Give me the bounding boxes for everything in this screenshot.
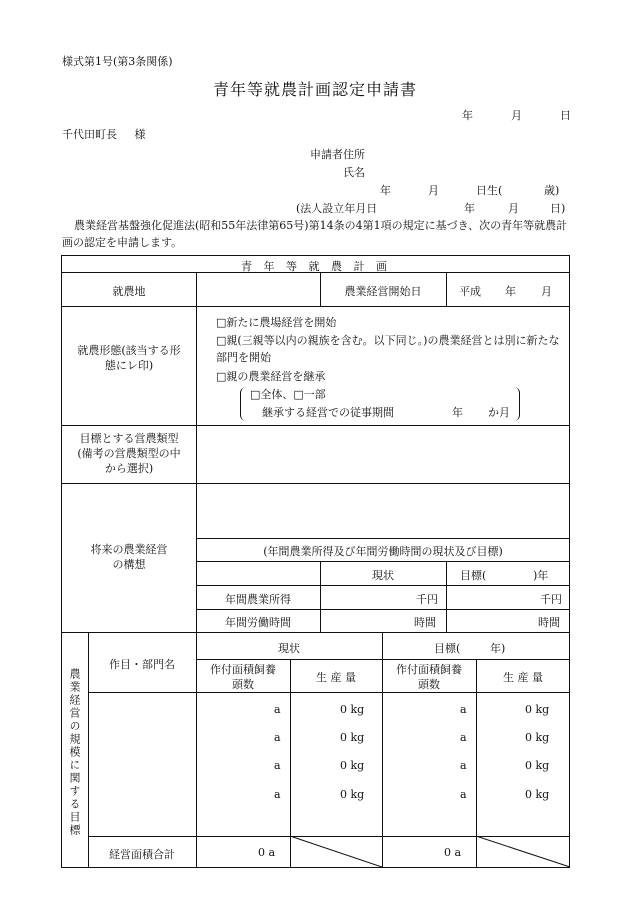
farmland-label: 就農地: [112, 285, 146, 298]
form-option-inherit[interactable]: □親の農業経営を継承: [216, 370, 326, 383]
birth-day: 日生(: [476, 184, 503, 197]
addressee: 千代田町長 様: [62, 128, 146, 141]
row2-area: a: [274, 731, 281, 744]
corp-day: 日): [550, 202, 566, 215]
row2-target-area: a: [460, 731, 467, 744]
row4-area: a: [274, 788, 281, 801]
start-month: 月: [541, 285, 552, 298]
hours-current-unit: 時間: [414, 616, 436, 629]
hours-target-unit: 時間: [538, 616, 560, 629]
row1-prod: 0 kg: [340, 703, 365, 716]
corp-month: 月: [508, 202, 519, 215]
farming-form-label: 就農形態(該当する形態にレ印): [77, 344, 181, 372]
row3-target-prod: 0 kg: [525, 759, 550, 772]
corp-year: 年: [464, 202, 475, 215]
row4-target-prod: 0 kg: [525, 788, 550, 801]
row3-area: a: [274, 759, 281, 772]
inherit-period-label: 継承する経営での従事期間: [262, 406, 394, 419]
income-heading: (年間農業所得及び年間労働時間の現状及び目標): [263, 545, 503, 558]
intro-text: 農業経営基盤強化促進法(昭和55年法律第65号)第14条の4第1項の規定に基づき、次の青年等就農計画の認定を申請します。: [62, 219, 568, 249]
date-month: 月: [511, 109, 522, 122]
row3-target-area: a: [460, 759, 467, 772]
form-option-new-section[interactable]: □親(三親等以内の親族を含む。以下同じ。)の農業経営とは別に新たな部門を開始: [216, 334, 560, 364]
row4-target-area: a: [460, 788, 467, 801]
form-number: 様式第1号(第3条関係): [62, 55, 173, 68]
form-option-new[interactable]: □新たに農場経営を開始: [216, 316, 337, 329]
date-year: 年: [462, 109, 473, 122]
crop-label: 作目・部門名: [109, 658, 175, 671]
income-target-year: )年: [533, 569, 549, 582]
start-era: 平成: [459, 285, 481, 298]
birth-year: 年: [380, 184, 391, 197]
page-title: 青年等就農計画認定申請書: [212, 80, 417, 99]
inherit-year: 年: [452, 406, 463, 419]
total-target: 0 a: [444, 846, 462, 859]
birth-age: 歳): [544, 184, 560, 197]
scale-target-label-head: 目標(: [434, 642, 461, 655]
total-area-label: 経営面積合計: [109, 848, 175, 861]
scale-target-year: 年): [490, 642, 506, 655]
scale-target-label: 農業経営の規模に関する目標: [68, 668, 81, 837]
income-label: 年間農業所得: [225, 593, 291, 606]
applicant-address-label: 申請者住所: [310, 148, 365, 161]
current-production-label: 生 産 量: [316, 671, 356, 684]
target-production-label: 生 産 量: [503, 671, 543, 684]
table-heading: 青 年 等 就 農 計 画: [241, 260, 391, 273]
row1-area: a: [274, 703, 281, 716]
current-area-label: 作付面積飼養頭数: [210, 663, 276, 691]
row1-target-area: a: [460, 703, 467, 716]
vision-label: 将来の農業経営の構想: [90, 543, 168, 571]
applicant-name-label: 氏名: [343, 166, 365, 179]
hours-label: 年間労働時間: [225, 616, 291, 629]
inherit-month: か月: [488, 406, 510, 419]
row4-prod: 0 kg: [340, 788, 365, 801]
row3-prod: 0 kg: [340, 759, 365, 772]
row2-target-prod: 0 kg: [525, 731, 550, 744]
start-date-label: 農業経営開始日: [344, 285, 422, 298]
corp-label: (法人設立年月日: [296, 202, 378, 215]
start-year: 年: [505, 285, 516, 298]
inherit-scope[interactable]: □全体、□一部: [250, 388, 326, 401]
income-current-label: 現状: [372, 569, 394, 582]
income-current-unit: 千円: [416, 593, 438, 606]
row1-target-prod: 0 kg: [525, 703, 550, 716]
target-area-label: 作付面積飼養頭数: [396, 663, 462, 691]
row2-prod: 0 kg: [340, 731, 365, 744]
date-day: 日: [560, 109, 571, 122]
scale-current-label: 現状: [278, 642, 300, 655]
birth-month: 月: [428, 184, 439, 197]
income-target-label: 目標(: [460, 569, 487, 582]
total-current: 0 a: [258, 846, 276, 859]
income-target-unit: 千円: [540, 593, 562, 606]
farming-type-label: 目標とする営農類型(備考の営農類型の中から選択): [77, 432, 181, 475]
